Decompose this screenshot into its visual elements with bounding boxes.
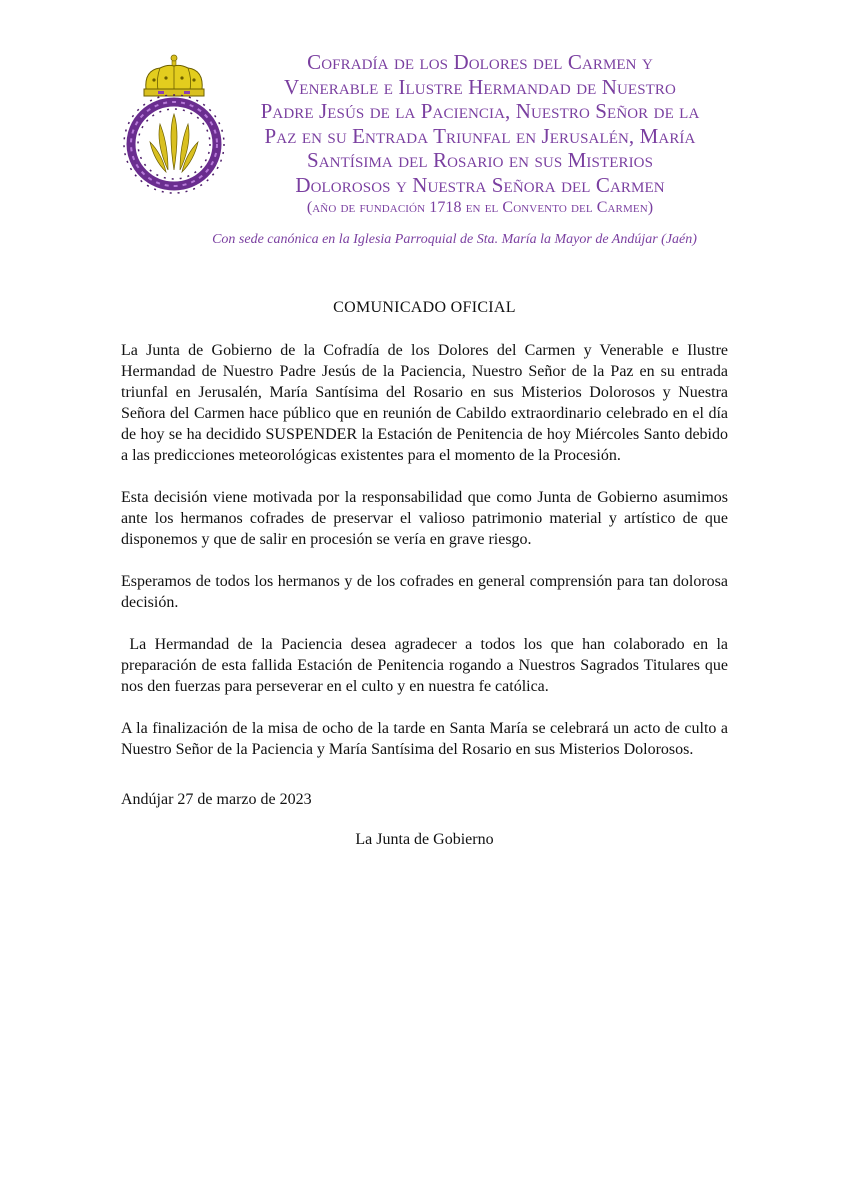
paragraph: Esta decisión viene motivada por la responsabilidad que como Junta de Gobierno asumimos ante los hermanos cofrades de preservar el valioso patrimonio material y artístico de que disponemos y que de salir en procesión se vería en grave riesgo. — [121, 489, 728, 548]
header-line: Venerable e Ilustre Hermandad de Nuestro — [284, 74, 676, 99]
header-line: Cofradía de los Dolores del Carmen y — [307, 50, 653, 74]
paragraph: La Junta de Gobierno de la Cofradía de los Dolores del Carmen y Venerable e Ilustre Hermandad de Nuestro Padre Jesús de la Paciencia, Nuestro Señor de la Paz en su entrada triunfal en Jerusalén, María Santísima del Rosario en sus Misterios Dolorosos y Nuestra Señora del Carmen hace público que en reunión de Cabildo extraordinario celebrado en el día de hoy se ha decidido SUSPENDER la Estación de Penitencia de hoy Miércoles Santo debido a las predicciones meteorológicas existentes para el momento de la Procesión. — [121, 342, 728, 464]
header-line: Paz en su Entrada Triunfal en Jerusalén, María — [264, 123, 696, 148]
header-line: Dolorosos y Nuestra Señora del Carmen — [295, 172, 665, 197]
document-title: COMUNICADO OFICIAL — [333, 299, 516, 316]
crown-icon — [144, 55, 204, 96]
brotherhood-emblem-icon — [118, 52, 230, 194]
paragraph: Esperamos de todos los hermanos y de los cofrades en general comprensión para tan dolorosa decisión. — [121, 573, 728, 611]
date-line: Andújar 27 de marzo de 2023 — [121, 791, 312, 808]
header-line: Padre Jesús de la Paciencia, Nuestro Señor de la — [260, 99, 700, 123]
brotherhood-name — [236, 50, 724, 219]
header-line: Santísima del Rosario en sus Misterios — [306, 148, 654, 172]
statement-body — [121, 340, 733, 781]
signature: La Junta de Gobierno — [355, 831, 494, 848]
wheat-icon — [150, 114, 198, 172]
canonical-seat: Con sede canónica en la Iglesia Parroquial de Sta. María la Mayor de Andújar (Jaén) — [212, 232, 697, 247]
paragraph: La Hermandad de la Paciencia desea agradecer a todos los que han colaborado en la preparación de esta fallida Estación de Penitencia rogando a Nuestros Sagrados Titulares que nos den fuerzas para perseverar en el culto y en nuestra fe católica. — [121, 636, 733, 695]
paragraph: A la finalización de la misa de ocho de la tarde en Santa María se celebrará un acto de culto a Nuestro Señor de la Paciencia y María Santísima del Rosario en sus Misterios Dolorosos. — [121, 720, 728, 758]
founding-line: (año de fundación 1718 en el Convento del Carmen) — [306, 199, 654, 216]
